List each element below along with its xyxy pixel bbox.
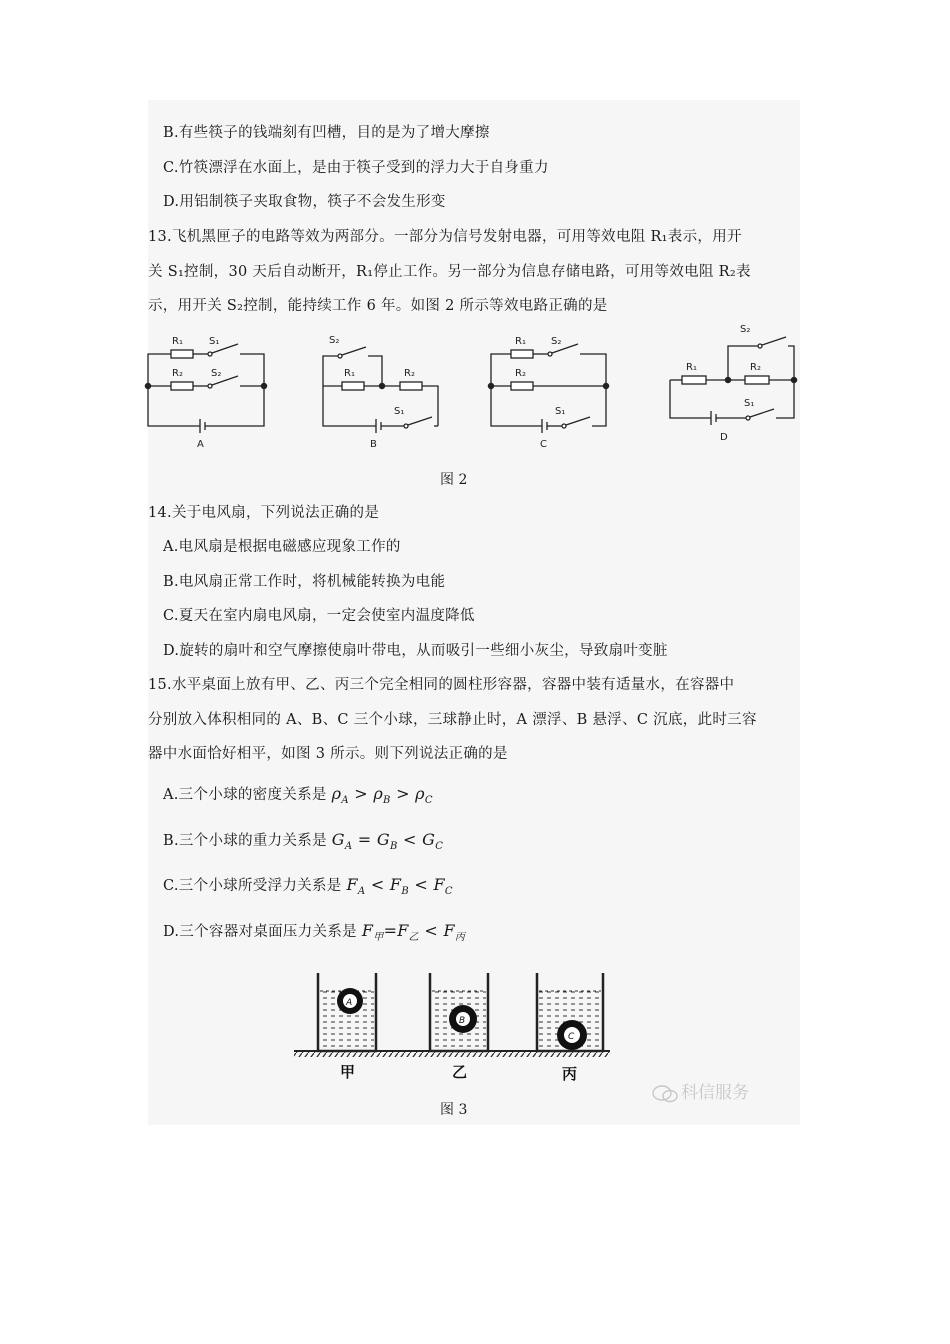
ball-a-label: A xyxy=(346,998,353,1008)
circuit-d-s1-label: S₁ xyxy=(744,398,755,409)
q14-option-d: D.旋转的扇叶和空气摩擦使扇叶带电，从而吸引一些细小灰尘，导致扇叶变脏 xyxy=(163,643,668,659)
ball-b-label: B xyxy=(459,1016,466,1026)
circuit-b-r1-label: R₁ xyxy=(344,368,355,379)
circuit-c-r2-label: R₂ xyxy=(515,368,526,379)
circuit-c-r1-label: R₁ xyxy=(515,336,526,347)
circuit-d-s2-label: S₂ xyxy=(740,324,751,335)
circuit-a-r2-label: R₂ xyxy=(172,368,183,379)
circuit-d-label: D xyxy=(720,432,728,443)
q12-option-b: B.有些筷子的钱端刻有凹槽，目的是为了增大摩擦 xyxy=(163,125,490,141)
circuit-a-s2-label: S₂ xyxy=(211,368,222,379)
q12-option-c: C.竹筷漂浮在水面上，是由于筷子受到的浮力大于自身重力 xyxy=(163,160,549,176)
circuit-b-r2-label: R₂ xyxy=(404,368,415,379)
q15-option-a-text: A.三个小球的密度关系是 xyxy=(163,787,327,803)
circuit-c-s2-label: S₂ xyxy=(551,336,562,347)
q15-option-d-formula: $F_甲=F_乙 < F_丙$ xyxy=(361,921,466,944)
q14-option-b: B.电风扇正常工作时，将机械能转换为电能 xyxy=(163,574,446,590)
circuit-a-r1-label: R₁ xyxy=(172,336,183,347)
container-yi-label: 乙 xyxy=(452,1063,468,1081)
q15-option-a xyxy=(163,783,433,812)
wechat-icon xyxy=(652,1085,678,1101)
q12-option-d: D.用铝制筷子夹取食物，筷子不会发生形变 xyxy=(163,194,446,210)
circuit-d-r1-label: R₁ xyxy=(686,362,697,373)
q13-stem-line1: 13.飞机黑匣子的电路等效为两部分。一部分为信号发射电器，可用等效电阻 R₁表示，用开 xyxy=(148,229,742,245)
circuit-d-r2-label: R₂ xyxy=(750,362,761,373)
container-jia xyxy=(318,973,376,1051)
circuit-c-s1-label: S₁ xyxy=(555,406,566,417)
q13-stem-line3: 示，用开关 S₂控制，能持续工作 6 年。如图 2 所示等效电路正确的是 xyxy=(148,298,608,314)
circuit-d xyxy=(670,337,797,425)
q14-stem: 14.关于电风扇，下列说法正确的是 xyxy=(148,505,380,521)
container-bing-label: 丙 xyxy=(562,1065,578,1083)
circuit-b-label: B xyxy=(370,439,377,450)
circuit-b xyxy=(323,347,438,433)
q15-option-b-formula: $G_A = G_B < G_C$ xyxy=(331,830,444,853)
watermark xyxy=(652,1078,749,1103)
circuit-b-s2-label: S₂ xyxy=(329,335,340,346)
circuit-diagrams-figure-2 xyxy=(130,318,820,458)
q14-option-c: C.夏天在室内扇电风扇，一定会使室内温度降低 xyxy=(163,608,475,624)
q15-option-d-text: D.三个容器对桌面压力关系是 xyxy=(163,924,357,940)
q15-option-c-text: C.三个小球所受浮力关系是 xyxy=(163,878,342,894)
q15-option-b-text: B.三个小球的重力关系是 xyxy=(163,833,327,849)
q15-option-c-formula: $F_A < F_B < F_C$ xyxy=(346,875,453,898)
circuit-c-label: C xyxy=(540,439,547,450)
q15-stem-line1: 15.水平桌面上放有甲、乙、丙三个完全相同的圆柱形容器，容器中装有适量水，在容器中 xyxy=(148,677,735,693)
circuit-a xyxy=(145,344,266,433)
q14-option-a: A.电风扇是根据电磁感应现象工作的 xyxy=(163,539,401,555)
figure-3-caption: 图 3 xyxy=(440,1102,468,1118)
q15-stem-line3: 器中水面恰好相平，如图 3 所示。则下列说法正确的是 xyxy=(148,746,508,762)
figure-2-caption: 图 2 xyxy=(440,472,468,488)
q15-option-d xyxy=(163,920,465,949)
q15-option-b xyxy=(163,829,443,858)
watermark-text: 科信服务 xyxy=(681,1083,749,1103)
container-jia-label: 甲 xyxy=(340,1063,356,1081)
circuit-a-s1-label: S₁ xyxy=(209,336,220,347)
q15-option-c xyxy=(163,874,453,903)
q13-stem-line2: 关 S₁控制，30 天后自动断开，R₁停止工作。另一部分为信息存储电路，可用等效电阻 R₂表 xyxy=(148,264,751,280)
circuit-b-s1-label: S₁ xyxy=(394,406,405,417)
circuit-c xyxy=(488,344,608,433)
container-yi xyxy=(430,973,488,1051)
ball-c-label: C xyxy=(568,1032,575,1042)
q15-option-a-formula: $\rho_A > \rho_B > \rho_C$ xyxy=(331,784,433,807)
circuit-a-label: A xyxy=(197,439,204,450)
q15-stem-line2: 分别放入体积相同的 A、B、C 三个小球，三球静止时，A 漂浮、B 悬浮、C 沉底，此时三容 xyxy=(148,712,757,728)
containers-figure-3 xyxy=(290,965,620,1085)
